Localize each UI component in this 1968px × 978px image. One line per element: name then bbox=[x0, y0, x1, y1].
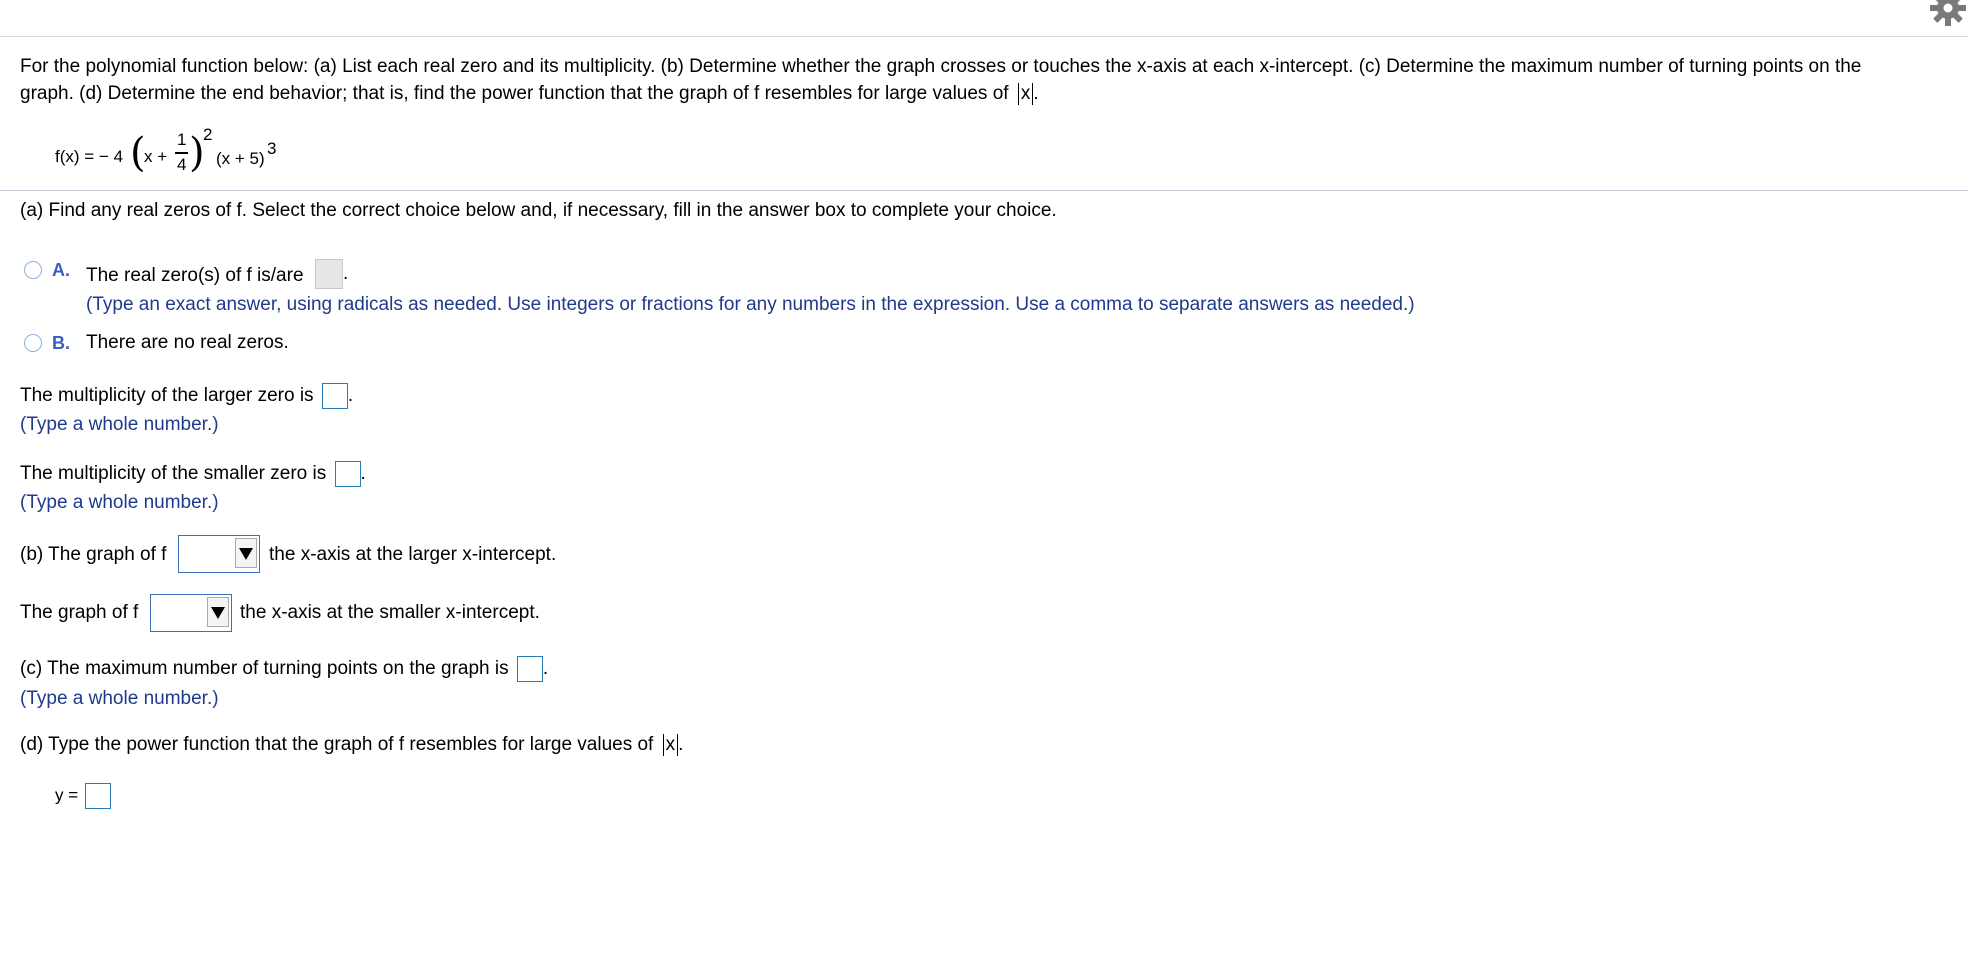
part-d-period: . bbox=[678, 734, 684, 755]
choice-b-radio[interactable] bbox=[24, 334, 42, 352]
formula-exponent-outer: 2 bbox=[203, 125, 213, 144]
turning-points-input[interactable] bbox=[517, 656, 543, 682]
problem-intro-line2 bbox=[20, 83, 1039, 105]
part-b-prefix1: (b) The graph of f bbox=[20, 544, 167, 565]
choice-a-text: The real zero(s) of f is/are bbox=[86, 265, 304, 286]
mult-larger-input[interactable] bbox=[322, 383, 348, 409]
mult-smaller-period: . bbox=[360, 463, 366, 485]
formula-close-paren: ) bbox=[189, 130, 205, 176]
part-c-hint: (Type a whole number.) bbox=[20, 688, 219, 709]
problem-intro-line2-text: graph. (d) Determine the end behavior; that is, find the power function that the graph of f resembles for large values of bbox=[20, 83, 1009, 104]
larger-dropdown-arrow-box[interactable] bbox=[235, 538, 257, 568]
mult-larger-hint: (Type a whole number.) bbox=[20, 414, 219, 435]
part-d-abs-x: x bbox=[663, 734, 679, 756]
larger-intercept-dropdown[interactable] bbox=[178, 535, 260, 573]
gear-icon[interactable] bbox=[1928, 0, 1968, 28]
dropdown-arrow-icon bbox=[239, 548, 253, 560]
formula-open-paren: ( bbox=[130, 130, 146, 176]
top-divider bbox=[0, 36, 1968, 37]
part-c-row bbox=[20, 656, 548, 682]
real-zeros-period: . bbox=[343, 263, 349, 285]
choice-a-hint: (Type an exact answer, using radicals as needed. Use integers or fractions for any numbers in the expression. Use a comma to separate answers as needed.) bbox=[86, 294, 1415, 315]
mult-larger-row bbox=[20, 383, 353, 409]
abs-value-x: x bbox=[1018, 83, 1034, 105]
choice-a-letter: A. bbox=[52, 260, 70, 280]
part-c-period: . bbox=[542, 658, 549, 680]
problem-intro-period: . bbox=[1033, 83, 1039, 104]
y-equals-label: y = bbox=[55, 785, 79, 805]
part-c-label: (c) The maximum number of turning points on the graph is bbox=[20, 658, 509, 680]
mult-smaller-row bbox=[20, 461, 366, 487]
choice-b-text: There are no real zeros. bbox=[86, 332, 289, 353]
power-function-row bbox=[55, 783, 111, 809]
choice-a-radio[interactable] bbox=[24, 261, 42, 279]
formula-frac-numerator: 1 bbox=[177, 130, 187, 149]
problem-intro-line1: For the polynomial function below: (a) List each real zero and its multiplicity. (b) Determine whether the graph crosses or touches the x-axis at each x-intercept. (c) Determine the maximum number of turning points on the bbox=[20, 56, 1862, 77]
power-function-input[interactable] bbox=[85, 783, 111, 809]
dropdown-arrow-icon bbox=[211, 607, 225, 619]
formula-frac-denominator: 4 bbox=[177, 155, 187, 174]
section-divider bbox=[0, 190, 1968, 191]
real-zeros-input-wrap bbox=[315, 259, 348, 289]
mult-smaller-input[interactable] bbox=[335, 461, 361, 487]
mult-smaller-label: The multiplicity of the smaller zero is bbox=[20, 463, 327, 485]
mult-smaller-hint: (Type a whole number.) bbox=[20, 492, 219, 513]
smaller-intercept-dropdown[interactable] bbox=[150, 594, 232, 632]
real-zeros-input[interactable] bbox=[315, 259, 343, 289]
mult-larger-label: The multiplicity of the larger zero is bbox=[20, 385, 314, 407]
choice-b-letter: B. bbox=[52, 333, 70, 353]
formula-x-plus: x + bbox=[144, 147, 168, 166]
smaller-dropdown-arrow-box[interactable] bbox=[207, 597, 229, 627]
part-d-prompt bbox=[20, 734, 683, 756]
mult-larger-period: . bbox=[347, 385, 354, 407]
part-a-prompt: (a) Find any real zeros of f. Select the correct choice below and, if necessary, fill in the answer box to complete your choice. bbox=[20, 200, 1057, 221]
part-b-suffix2: the x-axis at the smaller x-intercept. bbox=[240, 602, 540, 623]
part-b-prefix2: The graph of f bbox=[20, 602, 139, 623]
part-d-text: (d) Type the power function that the graph of f resembles for large values of bbox=[20, 734, 654, 755]
part-b-suffix1: the x-axis at the larger x-intercept. bbox=[269, 544, 557, 565]
formula-frac-bar bbox=[175, 152, 188, 154]
formula-factor2: (x + 5) bbox=[216, 149, 265, 168]
formula-lhs: f(x) = − 4 bbox=[55, 147, 124, 166]
formula-exponent2: 3 bbox=[267, 139, 277, 158]
